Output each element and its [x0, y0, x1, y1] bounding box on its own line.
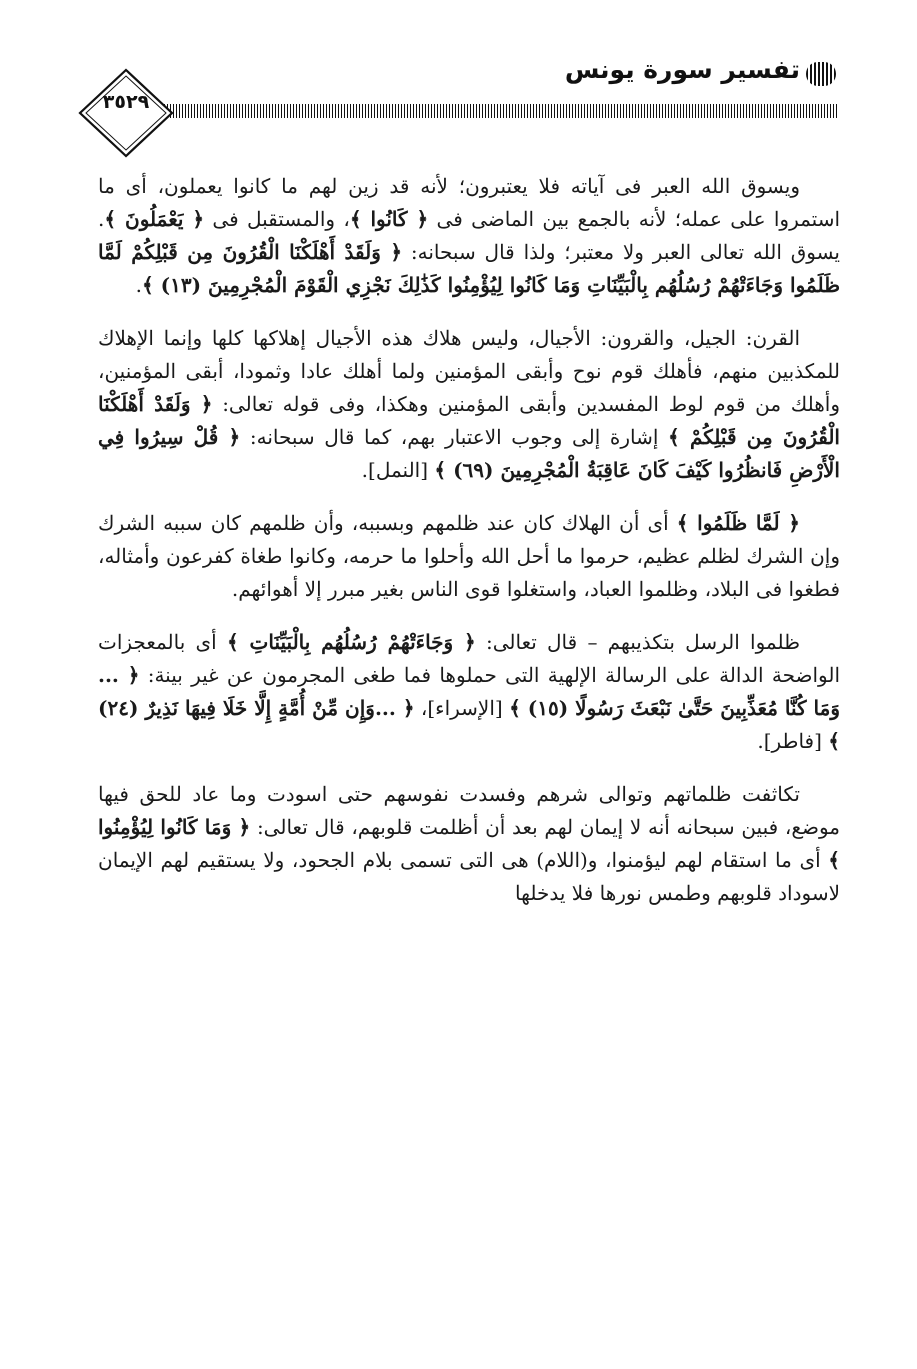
commentary-text: [فاطر].	[757, 729, 829, 753]
paragraph-2	[98, 322, 840, 487]
quran-quote: ﴿ وَلَقَدْ أَهْلَكْنَا الْقُرُونَ مِن قَبْلِكُمْ لَمَّا ظَلَمُوا وَجَاءَتْهُمْ رُسُلُهُم بِالْبَيِّنَاتِ وَمَا كَانُوا لِيُؤْمِنُوا كَذَٰلِكَ نَجْزِي الْقَوْمَ الْمُجْرِمِينَ (١٣) ﴾	[98, 240, 840, 297]
quran-quote: ﴿ وَلَقَدْ أَهْلَكْنَا الْقُرُونَ مِن قَبْلِكُمْ ﴾	[98, 392, 840, 449]
page-number-badge-icon	[76, 66, 176, 160]
tafsir-body	[98, 170, 840, 910]
commentary-text: أى أن الهلاك كان عند ظلمهم وبسببه، وأن ظلمهم كان سببه الشرك وإن الشرك لظلم عظيم، حرموا ما أحل الله وأحلوا ما حرمه، وكانوا طغاة كفرعون وأمثاله، فطغوا فى البلاد، وظلموا العباد، واستغلوا قوى الناس بغير مبرر إلا أهوائهم.	[98, 511, 840, 601]
quran-quote: ﴿ وَمَا كَانُوا لِيُؤْمِنُوا ﴾	[98, 815, 840, 872]
quran-quote: ﴿ ... وَمَا كُنَّا مُعَذِّبِينَ حَتَّىٰ نَبْعَثَ رَسُولًا (١٥) ﴾	[98, 663, 840, 720]
commentary-text: إشارة إلى وجوب الاعتبار بهم، كما قال سبحانه:	[240, 425, 669, 449]
page-header	[0, 0, 917, 160]
quran-quote: ﴿ قُلْ سِيرُوا فِي الْأَرْضِ فَانظُرُوا كَيْفَ كَانَ عَاقِبَةُ الْمُجْرِمِينَ (٦٩) ﴾	[98, 425, 840, 482]
quran-quote: ﴿ يَعْمَلُونَ ﴾	[104, 207, 205, 231]
paragraph-3	[98, 507, 840, 606]
quran-quote: ﴿ ...وَإِن مِّنْ أُمَّةٍ إِلَّا خَلَا فِيهَا نَذِيرٌ (٢٤) ﴾	[98, 696, 840, 753]
quran-quote: ﴿ كَانُوا ﴾	[349, 207, 429, 231]
commentary-text: ظلموا الرسل بتكذيبهم – قال تعالى:	[475, 630, 800, 654]
commentary-text: ويسوق الله العبر فى آياته فلا يعتبرون؛ لأنه قد زين لهم ما كانوا يعملون، أى ما استمروا على عمله؛ لأنه بالجمع بين الماضى فى	[98, 174, 841, 231]
commentary-text: تكاثفت ظلماتهم وتوالى شرهم وفسدت نفوسهم حتى اسودت وما عاد للحق فيها موضع، فبين سبحانه أنه لا إيمان لهم بعد أن أظلمت قلوبهم، قال تعالى:	[98, 782, 840, 839]
commentary-text: ، والمستقبل فى	[204, 207, 350, 231]
paragraph-4	[98, 626, 840, 758]
commentary-text: . يسوق الله تعالى العبر ولا معتبر؛ ولذا قال سبحانه:	[98, 207, 840, 264]
commentary-text: أى ما استقام لهم ليؤمنوا، و(اللام) هى التى تسمى بلام الجحود، ولا يستقيم لهم الإيمان لاسوداد قلوبهم وطمس نورها فلا يدخلها	[98, 848, 840, 905]
quran-quote: ﴿ لَمَّا ظَلَمُوا ﴾	[676, 511, 800, 535]
paragraph-5	[98, 778, 840, 910]
header-rule	[158, 104, 838, 118]
commentary-text: [الإسراء]،	[414, 696, 510, 720]
commentary-text: [النمل].	[361, 458, 435, 482]
quran-quote: ﴿ وَجَاءَتْهُمْ رُسُلُهُم بِالْبَيِّنَاتِ ﴾	[226, 630, 476, 654]
header-ornament-icon	[806, 62, 836, 86]
commentary-text: .	[135, 273, 142, 297]
page-number: ٣٥٢٩	[102, 91, 150, 113]
commentary-text: القرن: الجيل، والقرون: الأجيال، وليس هلاك هذه الأجيال إهلاكها كلها وإنما الإهلاك للمكذبين منهم، فأهلك قوم نوح وأبقى المؤمنين ولما أهلك عادا وثمودا، أبقى المؤمنين، وأهلك من قوم لوط المفسدين وأبقى المؤمنين وهكذا، وفى قوله تعالى:	[98, 326, 840, 416]
page-header-title: تفسير سورة يونس	[564, 55, 800, 84]
commentary-text: أى بالمعجزات الواضحة الدالة على الرسالة الإلهية التى حملوها فما طغى المجرمون عن غير بينة:	[98, 630, 840, 687]
paragraph-1	[98, 170, 840, 302]
